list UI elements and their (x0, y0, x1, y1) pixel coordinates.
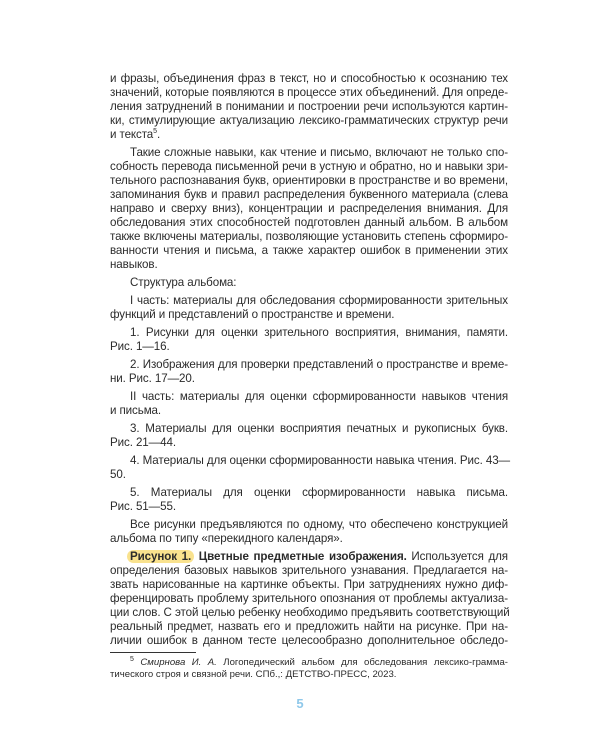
text-line (110, 634, 508, 648)
paragraph (110, 294, 508, 322)
text-line-content: Рис. 51—55. (110, 500, 176, 513)
footnote-reference: 5 (153, 128, 157, 136)
text-line-content: навыков. (110, 258, 158, 271)
footnote-author: Смирнова И. А. (140, 657, 217, 668)
text-line-content: собность перевода письменной речи в устную и обратно, но и навыки зри- (110, 160, 508, 173)
paragraph (110, 390, 508, 418)
text-line-content: определения базовых навыков зрительного узнавания. Предлагается на- (110, 564, 508, 577)
text-line-content: Рис. 21—44. (110, 436, 176, 449)
text-line (110, 326, 508, 340)
text-line (110, 486, 508, 500)
text-line-content: и фразы, объединения фраз в текст, но и способностью к осознанию тех (110, 72, 508, 85)
text-line (110, 230, 508, 244)
text-line-content: и письма. (110, 404, 162, 417)
text-line (110, 174, 508, 188)
text-line-content: ванности чтения и письма, а также характер ошибок в применении этих (110, 244, 508, 257)
text-line (110, 294, 508, 308)
text-line-content: ки, стимулирующие актуализацию лексико-грамматических структур речи (110, 114, 508, 127)
text-line-content: 2. Изображения для проверки представлений о пространстве и време- (130, 358, 508, 371)
text-line (110, 606, 508, 620)
text-line-content: 50. (110, 468, 126, 481)
text-line (110, 564, 508, 578)
paragraph (110, 72, 508, 142)
footnote (110, 657, 508, 681)
body-text (110, 72, 511, 648)
text-line (110, 258, 508, 272)
text-line (110, 550, 508, 564)
paragraph (110, 358, 508, 386)
page-content (110, 72, 511, 681)
text-line-content: и текста (110, 128, 154, 141)
paragraph (110, 146, 508, 272)
text-line (110, 454, 511, 468)
text-line (110, 390, 508, 404)
text-line-content: II часть: материалы для оценки сформированности навыков чтения (130, 390, 508, 403)
footnote-divider (110, 652, 196, 653)
text-line-content: запоминания букв и правил распределения буквенного материала (слева (110, 188, 508, 201)
paragraph (110, 326, 508, 354)
text-line-content: Такие сложные навыки, как чтение и письмо, включают не только спо- (130, 146, 508, 159)
text-line-content: функций и представлений о пространстве и времени. (110, 308, 395, 321)
paragraph (110, 276, 508, 290)
text-line-content: Используется для (411, 550, 508, 563)
text-line (110, 468, 508, 482)
text-line-content: также включены материалы, позволяющие установить степень сформиро- (110, 230, 508, 243)
text-line-content: личии ошибок в данном тесте целесообразно дополнительное обследо- (110, 634, 508, 647)
text-line (110, 620, 508, 634)
page-number: 5 (296, 696, 304, 711)
text-line (110, 372, 508, 386)
text-line (110, 216, 508, 230)
text-line: и текста$^5$. (110, 128, 161, 141)
text-line-content: 3. Материалы для оценки восприятия печатных и рукописных букв. (130, 422, 508, 435)
text-line (110, 114, 508, 128)
text-line (110, 100, 508, 114)
text-line-content: Все рисунки предъявляются по одному, что обеспечено конструкцией (130, 518, 508, 531)
text-line-content: 5. Материалы для оценки сформированности навыка письма. (130, 486, 508, 499)
text-line-content: обследования этих способностей подготовлен данный альбом. В альбом (110, 216, 508, 229)
text-line (110, 518, 508, 532)
text-line (110, 436, 508, 450)
figure-title: Цветные предметные изображения. (198, 550, 407, 563)
text-line-content: значений, которые появляются в процессе этих объединений. Для опреде- (110, 86, 508, 99)
text-line-content: I часть: материалы для обследования сформированности зрительных (130, 294, 508, 307)
text-line (110, 72, 508, 86)
text-line-content: звать нарисованные на картинке объекты. При затруднениях нужно диф- (110, 578, 508, 591)
text-line (110, 188, 508, 202)
figure-label-highlight: Рисунок 1. (127, 550, 194, 563)
paragraph (110, 454, 511, 482)
text-line (110, 358, 508, 372)
text-line (110, 202, 508, 216)
text-line (110, 404, 508, 418)
footnote-text-line: тического строя и связной речи. СПб.,: ДЕТСТВО-ПРЕСС, 2023. (110, 669, 397, 680)
text-line (110, 340, 508, 354)
paragraph (110, 422, 508, 450)
text-line-content: реальный предмет, назвать его и предложить найти на рисунке. При на- (110, 620, 508, 633)
text-line (110, 146, 508, 160)
text-line (110, 160, 508, 174)
paragraph (110, 486, 508, 514)
footnote-text: Логопедический альбом для обследования лексико-грамма- (223, 657, 508, 668)
text-line (110, 276, 508, 290)
text-line (110, 592, 508, 606)
text-line-content: 1. Рисунки для оценки зрительного восприятия, внимания, памяти. (130, 326, 508, 339)
footnote-number: 5 (130, 655, 134, 663)
text-line-content: ции слов. С этой целью ребенку необходимо предъявить соответствующий (110, 606, 510, 619)
text-line (110, 86, 508, 100)
text-line-content: Структура альбома: (130, 276, 237, 289)
text-line-content: Рис. 1—16. (110, 340, 170, 353)
text-line-content: ни. Рис. 17—20. (110, 372, 195, 385)
figure-paragraph (110, 550, 508, 648)
text-line-content: тельного распознавания букв, ориентировки в пространстве и во времени, (110, 174, 508, 187)
text-line-content: направо и сверху вниз), концентрации и распределения внимания. Для (110, 202, 508, 215)
text-line (110, 244, 508, 258)
text-line (110, 500, 508, 514)
text-line (110, 532, 508, 546)
text-line-content: альбома по типу «перекидного календаря». (110, 532, 343, 545)
text-line-content: 4. Материалы для оценки сформированности навыка чтения. Рис. 43— (130, 454, 511, 467)
text-line-content: ференцировать проблему зрительного опознания от проблемы актуализа- (110, 592, 508, 605)
text-line-content: ления затруднений в понимании и построении речи используются картин- (110, 100, 508, 113)
paragraph (110, 518, 508, 546)
text-line (110, 422, 508, 436)
text-line (110, 308, 508, 322)
text-line (110, 578, 508, 592)
